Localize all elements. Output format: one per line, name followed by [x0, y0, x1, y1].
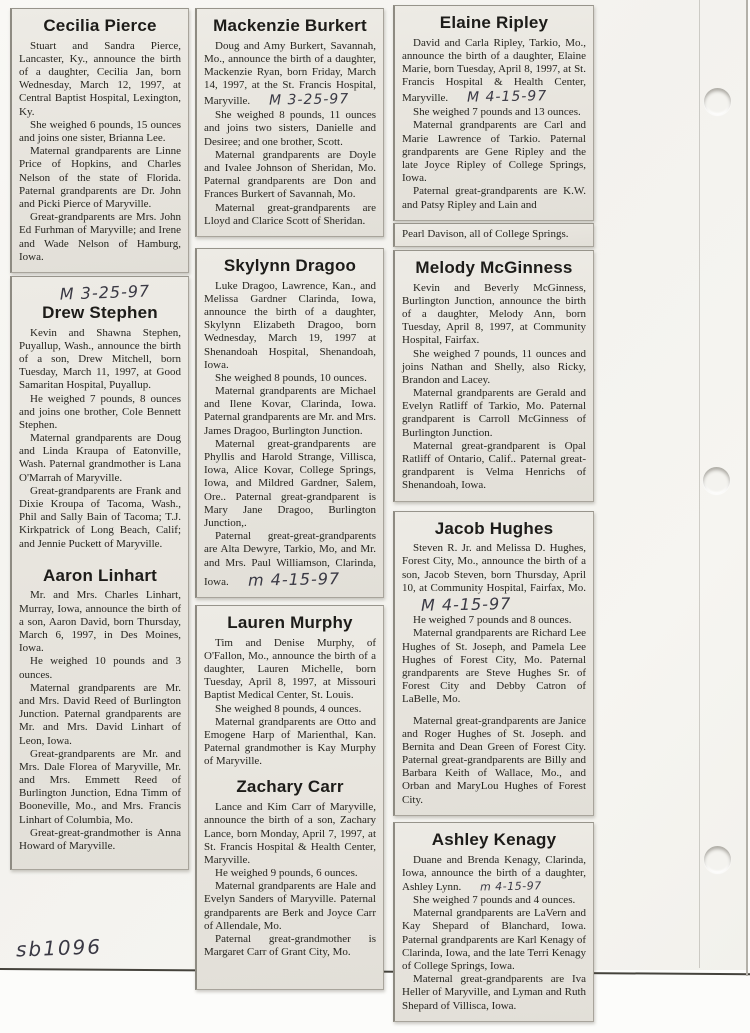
clipping-title: Zachary Carr [236, 777, 344, 797]
clipping-title: Cecilia Pierce [43, 16, 157, 35]
clipping-paragraph: Luke Dragoo, Lawrence, Kan., and Melissa Gardner Clarinda, Iowa, announce the birth of a daughter, Skylynn Elizabeth Dragoo, born Wednesday, March 19, 1997 at Shenandoah Hospital, Shenandoah, Iowa. [204, 279, 376, 371]
clipping-paragraph: She weighed 7 pounds and 4 ounces. [413, 894, 576, 907]
clipping-ashley-kenagy [393, 822, 594, 1022]
paragraph-text: Steven R. Jr. and Melissa D. Hughes, Forest City, Mo., announce the birth of a son, Jacob Steven, born Thursday, April 10, at Community Hospital, Fairfax, Mo. [402, 542, 586, 594]
announcement-drew-stephen [19, 304, 181, 551]
paragraph-text: Doug and Amy Burkert, Savannah, Mo., announce the birth of a daughter, Mackenzie Ryan, born Friday, March 14, 1997, at the St. Francis Hospital, Maryville. [204, 39, 376, 108]
clipping-paragraph: Maternal grandparents are Doyle and Ivalee Johnson of Sheridan, Mo. Paternal grandparents are Don and Frances Burkert of Savannah, Mo. [204, 148, 376, 201]
hole-punch [704, 88, 731, 115]
paper-crease [699, 0, 700, 968]
clipping-paragraph: Maternal great-grandparents are Iva Heller of Maryville, and Lyman and Ruth Shepard of Villisca, Iowa. [402, 973, 586, 1012]
clipping-pearl-davison-strip [393, 223, 594, 247]
clipping-paragraph: Maternal grandparents are Doug and Linda Kraupa of Eatonville, Wash. Paternal grandmother is Lana O'Marrah of Maryville. [19, 432, 181, 484]
handwritten-id: sb1096 [15, 934, 103, 962]
clipping-title: Jacob Hughes [434, 518, 554, 538]
handwritten-date: m 4-15-97 [480, 879, 543, 894]
clipping-paragraph: She weighed 7 pounds and 13 ounces. [413, 106, 581, 119]
clipping-paragraph: She weighed 8 pounds, 10 ounces. [215, 371, 367, 384]
clipping-paragraph: She weighed 8 pounds, 11 ounces and joins two sisters, Danielle and Desiree; and one brother, Scott. [204, 109, 376, 148]
clipping-lauren-murphy-zachary-carr [195, 605, 384, 991]
clipping-paragraph: Maternal grandparents are Richard Lee Hughes of St. Joseph, and Pamela Lee Hughes of Forest City, Mo. Paternal grandparents are Steve Hughes Sr. of Forest City and Debby Catron of LaBelle, Mo. [402, 627, 586, 706]
clipping-paragraph: Lance and Kim Carr of Maryville, announce the birth of a son, Zachary Lance, born Monday, April 7, 1997, at St. Francis Hospital & Health Center, Maryville. [204, 801, 376, 866]
clipping-paragraph: Stuart and Sandra Pierce, Lancaster, Ky., announce the birth of a daughter, Cecilia Jan, born Wednesday, March 12, 1997, at Central Baptist Hospital, Lexington, Ky. [19, 39, 181, 118]
clipping-paragraph: Maternal grandparents are Hale and Evelyn Sanders of Maryville. Paternal grandparents are Berk and Joyce Carr of Allendale, Mo. [204, 880, 376, 932]
hole-punch [704, 846, 731, 873]
clipping-paragraph: Maternal great-grandparent is Opal Ratliff of Ontario, Calif.. Paternal great-grandparent is Velma Henrichs of Shenandoah, Iowa. [402, 439, 586, 492]
clipping-paragraph: He weighed 7 pounds and 8 ounces. [413, 614, 572, 627]
clipping-title: Skylynn Dragoo [223, 255, 357, 275]
clipping-paragraph: Maternal grandparents are Carl and Marie Lawrence of Tarkio. Paternal grandparents are Gene Ripley and the late Joyce Ripley of College Springs, Iowa. [402, 119, 586, 185]
handwritten-date: M 4-15-97 [420, 594, 512, 615]
clipping-paragraph: He weighed 9 pounds, 6 ounces. [215, 867, 358, 880]
handwritten-date: M 4-15-97 [466, 88, 548, 107]
clipping-title: Mackenzie Burkert [213, 16, 367, 35]
clipping-paragraph: Great-grandparents are Mr. and Mrs. Dale Florea of Maryville, Mr. and Mrs. Emmett Reed of Burlington Junction, Edna Timm of Booneville, Mo., and Mrs. Francis Linhart of Columbia, Mo. [19, 747, 181, 826]
clipping-paragraph: Pearl Davison, all of College Springs. [402, 227, 569, 240]
clipping-paragraph: Kevin and Beverly McGinness, Burlington Junction, announce the birth of a daughter, Melody Ann, born Tuesday, April 8, 1997, at Community Hospital, Fairfax. [402, 281, 586, 347]
clipping-paragraph: Maternal grandparents are Linne Price of Hopkins, and Charles Nelson of the state of Florida. Paternal grandparents are Dr. John and Picki Pierce of Maryville. [19, 145, 181, 210]
clipping-title: Aaron Linhart [42, 565, 158, 585]
clipping-paragraph: Maternal great-grandparents are Lloyd and Clarice Scott of Sheridan. [204, 201, 376, 227]
clipping-paragraph: She weighed 7 pounds, 11 ounces and joins Nathan and Shelly, also Ricky, Brandon and Lacey. [402, 347, 586, 386]
announcement-aaron-linhart [19, 567, 181, 853]
clipping-paragraph: Kevin and Shawna Stephen, Puyallup, Wash., announce the birth of a son, Drew Mitchell, born Tuesday, March 11, 1997, at Good Samaritan Hospital, Puyallup. [19, 326, 181, 392]
clipping-column-3 [393, 5, 594, 1022]
handwritten-date: M 3-25-97 [59, 281, 151, 304]
clipping-column-1 [10, 8, 189, 870]
paragraph-text: Duane and Brenda Kenagy, Clarinda, Iowa, announce the birth of a daughter, Ashley Lynn. [402, 853, 586, 893]
clipping-paragraph: He weighed 7 pounds, 8 ounces and joins one brother, Cole Bennett Stephen. [19, 392, 181, 431]
announcement-lauren-murphy [204, 614, 376, 769]
clipping-paragraph: Great-grandparents are Mrs. John Ed Furhman of Maryville; and Irene and Wade Nelson of Hamburg, Iowa. [19, 211, 181, 263]
clipping-paragraph: She weighed 6 pounds, 15 ounces and joins one sister, Brianna Lee. [19, 118, 181, 144]
clipping-drew-stephen-aaron-linhart [10, 276, 189, 870]
clipping-paragraph [204, 40, 376, 110]
clipping-paragraph: Maternal grandparents are LaVern and Kay Shepard of Blanchard, Iowa. Paternal grandparents are Karl Kenagy of Clarinda, Iowa, and the late Terri Kenagy of College Springs, Iowa. [402, 907, 586, 973]
clipping-paragraph [402, 542, 586, 614]
clipping-paragraph: Paternal great-grandparents are K.W. and Patsy Ripley and Lain and [402, 185, 586, 211]
clipping-paragraph [204, 530, 376, 589]
clipping-paragraph: Mr. and Mrs. Charles Linhart, Murray, Iowa, announce the birth of a son, Aaron David, born Thursday, March 6, 1997, in Des Moines, Iowa. [19, 589, 181, 655]
clipping-paragraph: Maternal grandparents are Michael and Ilene Kovar, Clarinda, Iowa. Paternal grandparents are Mr. and Mrs. James Dragoo, Burlington Junction. [204, 385, 376, 437]
clipping-paragraph: She weighed 8 pounds, 4 ounces. [215, 702, 362, 715]
clipping-paragraph: Maternal grandparents are Mr. and Mrs. David Reed of Burlington Junction. Paternal grandparents are Mr. and Mrs. David Linhart of Leon, Iowa. [19, 681, 181, 747]
clipping-paragraph: Maternal great-grandparents are Janice and Roger Hughes of St. Joseph. and Bernita and Dean Green of Forest City. Paternal great-grandparents are Billy and Barbara Keith of Wallace, Mo., and Orban and MaryLou Hughes of Forest City. [402, 714, 586, 806]
clipping-mackenzie-burkert [195, 8, 384, 237]
clipping-elaine-ripley [393, 5, 594, 221]
clipping-title: Ashley Kenagy [431, 829, 557, 849]
paragraph-text: Paternal great-great-grandparents are Alta Dewyre, Tarkio, Mo, and Mr. and Mrs. Paul Williamson, Clarinda, Iowa. [204, 530, 376, 588]
clipping-paragraph: Maternal grandparents are Gerald and Evelyn Ratliff of Tarkio, Mo. Paternal grandparent is Carroll McGinness of Burlington Junction. [402, 387, 586, 439]
clipping-jacob-hughes [393, 511, 594, 816]
handwritten-date: m 4-15-97 [247, 568, 341, 590]
clipping-title: Elaine Ripley [439, 13, 549, 32]
clipping-paragraph: Great-great-grandmother is Anna Howard of Maryville. [19, 826, 181, 852]
clipping-column-2 [195, 8, 384, 990]
clipping-cecilia-pierce [10, 8, 189, 273]
clipping-paragraph: Paternal great-grandmother is Margaret Carr of Grant City, Mo. [204, 933, 376, 959]
handwritten-date: M 3-25-97 [268, 91, 350, 110]
clipping-paragraph: Tim and Denise Murphy, of O'Fallon, Mo., announce the birth of a daughter, Lauren Michelle, born Tuesday, April 8, 1997, at Missouri Baptist Medical Center, St. Louis. [204, 636, 376, 702]
announcement-zachary-carr [204, 778, 376, 959]
clipping-skylynn-dragoo [195, 248, 384, 598]
clipping-paragraph: Maternal great-grandparents are Phyllis and Harold Strange, Villisca, Iowa, Alice Kovar, College Springs, Iowa, and Mildred Gardner, Salem, Ore.. Paternal great-grandparent is Mary Jane Dragoo, Burlington Junction,. [204, 437, 376, 529]
hole-punch [703, 467, 730, 494]
clipping-title: Melody McGinness [415, 257, 573, 277]
clipping-title: Drew Stephen [42, 302, 158, 322]
clipping-paragraph: He weighed 10 pounds and 3 ounces. [19, 655, 181, 681]
clipping-paragraph: Great-grandparents are Frank and Dixie Kroupa of Tacoma, Wash., Phil and Sally Bain of Tacoma; T.J. Kirkpatrick of Long Beach, Calif; and Jennie Puckett of Maryville. [19, 484, 181, 550]
page-right-edge [746, 0, 748, 976]
clipping-paragraph: Maternal grandparents are Otto and Emogene Harp of Marienthal, Kan. Paternal grandmother is Kay Murphy of Maryville. [204, 715, 376, 768]
clipping-melody-mcginness [393, 250, 594, 502]
clipping-paragraph [402, 854, 586, 895]
clipping-title: Lauren Murphy [227, 612, 353, 632]
paragraph-text: David and Carla Ripley, Tarkio, Mo., announce the birth of a daughter, Elaine Marie, born Tuesday, April 8, 1997, at St. Francis Hospital & Health Center, Maryville. [402, 36, 586, 105]
clipping-paragraph [402, 37, 586, 107]
